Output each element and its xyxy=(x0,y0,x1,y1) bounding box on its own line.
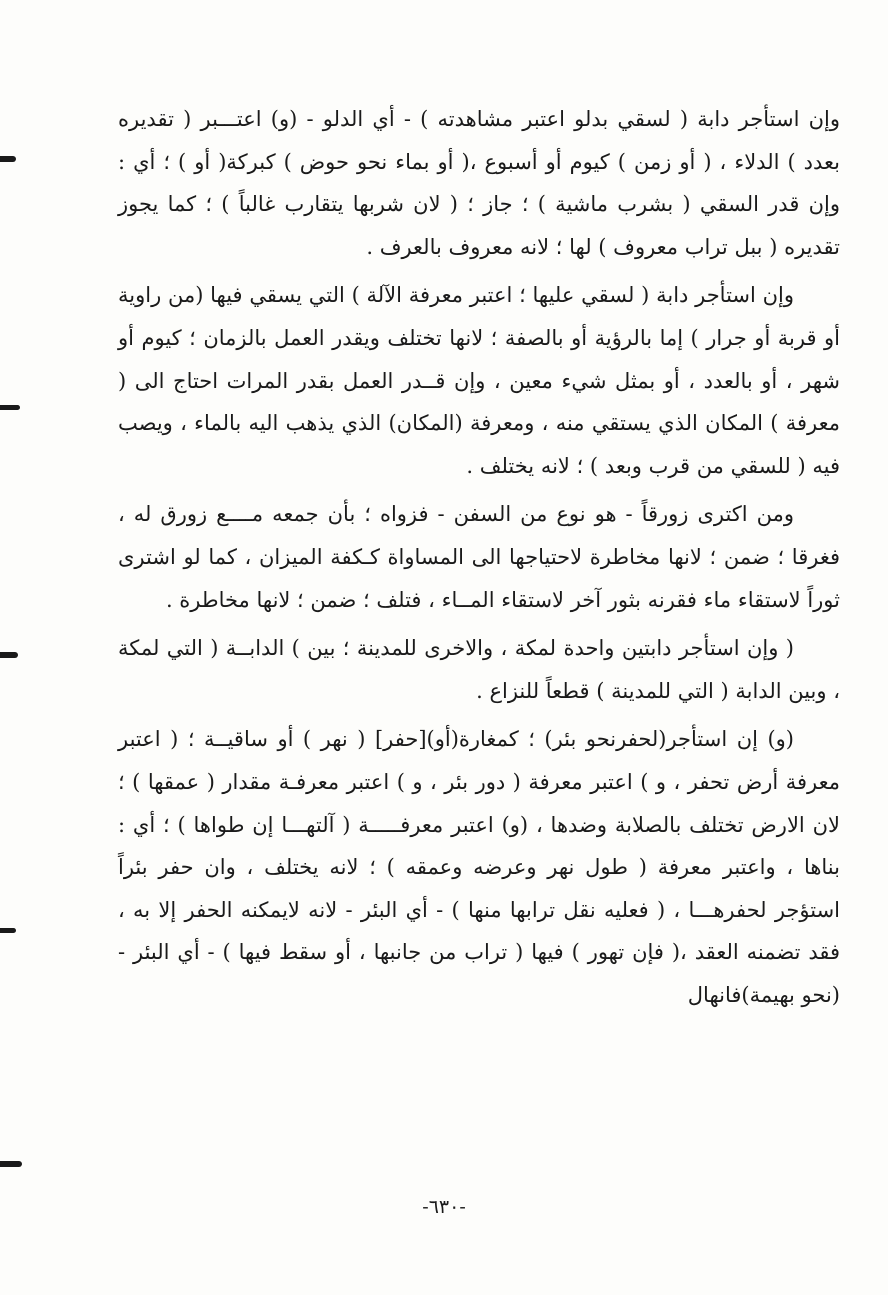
paragraph-rent-boat: ومن اكترى زورقاً - هو نوع من السفن - فزواه ؛ بأن جمعه مــــع زورق له ، فغرقا ؛ ضمن ؛ لانها مخاطرة لاحتياجها الى المساواة كـكفة الميزان ، كما لو اشترى ثوراً لاستقاء ماء فقرنه بثور آخر لاستقاء المــاء ، فتلف ؛ ضمن ؛ لانها مخاطرة . xyxy=(118,502,840,612)
binding-mark xyxy=(0,652,18,658)
paragraph-rent-animal-carry-water: وإن استأجر دابة ( لسقي عليها ؛ اعتبر معرفة الآلة ) التي يسقي فيها (من راوية أو قربة أو جرار ) إما بالرؤية أو بالصفة ؛ لانها تختلف ويقدر العمل بالزمان ؛ كيوم أو شهر ، أو بالعدد ، أو بمثل شيء معين ، وإن قــدر العمل بقدر المرات احتاج الى ( معرفة ) المكان الذي يستقي منه ، ومعرفة (المكان) الذي يذهب اليه بالماء ، ويصب فيه ( للسقي من قرب وبعد ) ؛ لانه يختلف . xyxy=(118,283,840,478)
binding-mark xyxy=(0,928,16,933)
paragraph-two-animals: ( وإن استأجر دابتين واحدة لمكة ، والاخرى للمدينة ؛ بين ) الدابــة ( التي لمكة ، وبين الدابة ( التي للمدينة ) قطعاً للنزاع . xyxy=(118,636,840,703)
binding-mark xyxy=(0,156,16,162)
binding-mark xyxy=(0,405,20,410)
paragraph-digging: (و) إن استأجر(لحفرنحو بئر) ؛ كمغارة(أو)[حفر] ( نهر ) أو ساقيــة ؛ ( اعتبر معرفة أرض تحفر ، و ) اعتبر معرفة ( دور بئر ، و ) اعتبر معرفـة مقدار ( عمقها ) ؛ لان الارض تختلف بالصلابة وضدها ، (و) اعتبر معرفـــــة ( آلتهـــا إن طواها ) ؛ أي : بناها ، واعتبر معرفة ( طول نهر وعرضه وعمقه ) ؛ لانه يختلف ، وان حفر بئراً استؤجر لحفرهـــا ، ( فعليه نقل ترابها منها ) - أي البئر - لانه لايمكنه الحفر إلا به ، فقد تضمنه العقد ،( فإن تهور ) فيها ( تراب من جانبها ، أو سقط فيها ) - أي البئر -(نحو بهيمة)فانهال xyxy=(118,727,841,1007)
paragraph-rent-animal-bucket: وإن استأجر دابة ( لسقي بدلو اعتبر مشاهدته ) - أي الدلو - (و) اعتـــبر ( تقديره بعدد ) الدلاء ، ( أو زمن ) كيوم أو أسبوع ،( أو بماء نحو حوض ) كبركة( أو ) ؛ أي : وإن قدر السقي ( بشرب ماشية ) ؛ جاز ؛ ( لان شربها يتقارب غالباً ) ؛ كما يجوز تقديره ( ببل تراب معروف ) لها ؛ لانه معروف بالعرف . xyxy=(118,107,840,259)
page-number: -٦٣٠- xyxy=(422,1196,466,1218)
binding-mark xyxy=(0,1161,22,1167)
body-text xyxy=(118,98,840,1016)
